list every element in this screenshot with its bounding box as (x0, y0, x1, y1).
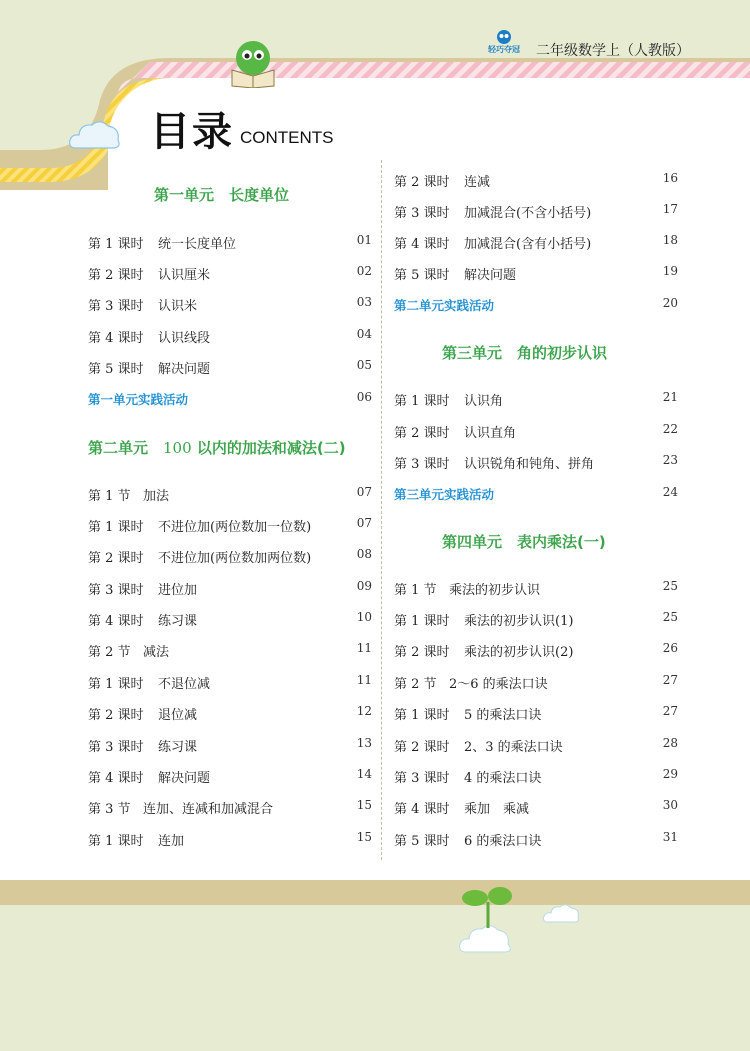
toc-entry[interactable] (88, 485, 372, 505)
entry-label: 第 3 课时 (88, 740, 144, 755)
entry-page: 18 (662, 233, 678, 247)
toc-entry[interactable] (394, 453, 678, 473)
entry-title: 5 的乘法口诀 (464, 708, 542, 723)
toc-entry[interactable] (394, 202, 678, 222)
entry-title: 解决问题 (464, 268, 517, 283)
unit-3-title: 第三单元 角的初步认识 (442, 344, 608, 362)
entry-title: 练习课 (158, 740, 198, 755)
activity-label: 第三单元实践活动 (394, 487, 495, 502)
entry-title: 解决问题 (158, 362, 211, 377)
toc-entry[interactable] (394, 390, 678, 410)
entry-title: 练习课 (158, 614, 198, 629)
toc-entry[interactable] (394, 736, 678, 756)
toc-activity-entry[interactable] (394, 485, 678, 505)
entry-page: 27 (662, 673, 678, 687)
entry-page: 15 (356, 830, 372, 844)
toc-entry[interactable] (88, 641, 372, 661)
entry-title: 加减混合(不含小括号) (464, 206, 592, 221)
entry-title: 6 的乘法口诀 (464, 834, 542, 849)
brand-logo (482, 30, 526, 60)
toc-entry[interactable] (394, 579, 678, 599)
entry-page: 10 (356, 610, 372, 624)
toc-entry[interactable] (394, 422, 678, 442)
entry-label: 第 2 课时 (394, 740, 450, 755)
entry-label: 第 1 课时 (394, 614, 450, 629)
unit-4-title: 第四单元 表内乘法(一) (442, 533, 606, 551)
activity-label: 第二单元实践活动 (394, 298, 495, 313)
toc-entry[interactable] (394, 830, 678, 850)
toc-entry[interactable] (88, 295, 372, 315)
toc-entry[interactable] (394, 767, 678, 787)
entry-label: 第 2 课时 (88, 268, 144, 283)
entry-title: 不进位加(两位数加两位数) (158, 551, 312, 566)
entry-title: 加法 (143, 489, 170, 504)
owl-icon (496, 30, 512, 44)
sprout-icon (462, 884, 514, 928)
toc-entry[interactable] (88, 327, 372, 347)
entry-title: 减法 (143, 645, 170, 660)
entry-page: 11 (356, 641, 372, 655)
entry-label: 第 2 节 (88, 645, 131, 660)
entry-page: 09 (356, 579, 372, 593)
toc-entry[interactable] (394, 171, 678, 191)
entry-label: 第 2 课时 (88, 551, 144, 566)
toc-entry[interactable] (394, 641, 678, 661)
entry-label: 第 2 课时 (88, 708, 144, 723)
entry-label: 第 4 课时 (88, 771, 144, 786)
unit-2-title-pre: 第二单元 (88, 439, 164, 457)
toc-entry[interactable] (394, 610, 678, 630)
entry-title: 乘法的初步认识(2) (464, 645, 574, 660)
toc-entry[interactable] (88, 830, 372, 850)
brand-name: 轻巧夺冠 (488, 45, 520, 54)
entry-page: 01 (356, 233, 372, 247)
entry-title: 退位减 (158, 708, 198, 723)
toc-entry[interactable] (88, 673, 372, 693)
entry-title: 连加、连减和加减混合 (143, 802, 274, 817)
entry-label: 第 3 课时 (88, 583, 144, 598)
entry-page: 16 (662, 171, 678, 185)
entry-title: 2～6 的乘法口诀 (449, 677, 548, 692)
entry-label: 第 1 节 (88, 489, 131, 504)
entry-title: 连加 (158, 834, 185, 849)
unit-2-title (88, 437, 346, 458)
entry-page: 08 (356, 547, 372, 561)
entry-page: 28 (662, 736, 678, 750)
cloud-icon (68, 116, 122, 152)
entry-label: 第 5 课时 (394, 268, 450, 283)
toc-entry[interactable] (88, 610, 372, 630)
entry-page: 05 (356, 358, 372, 372)
toc-entry[interactable] (88, 516, 372, 536)
toc-entry[interactable] (88, 264, 372, 284)
entry-page: 15 (356, 798, 372, 812)
entry-page: 11 (356, 673, 372, 687)
toc-activity-entry[interactable] (394, 296, 678, 316)
entry-label: 第 3 课时 (394, 206, 450, 221)
entry-title: 乘法的初步认识 (449, 583, 541, 598)
entry-label: 第 5 课时 (88, 362, 144, 377)
entry-label: 第 1 课时 (88, 834, 144, 849)
entry-label: 第 1 课时 (88, 677, 144, 692)
toc-entry[interactable] (394, 798, 678, 818)
entry-page: 23 (662, 453, 678, 467)
entry-page: 02 (356, 264, 372, 278)
entry-page: 29 (662, 767, 678, 781)
entry-page: 27 (662, 704, 678, 718)
toc-entry[interactable] (88, 358, 372, 378)
entry-title: 2、3 的乘法口诀 (464, 740, 563, 755)
entry-label: 第 3 课时 (394, 457, 450, 472)
toc-entry[interactable] (394, 264, 678, 284)
entry-title: 认识直角 (464, 426, 517, 441)
activity-label: 第一单元实践活动 (88, 392, 189, 407)
entry-title: 认识线段 (158, 331, 211, 346)
entry-page: 31 (662, 830, 678, 844)
entry-label: 第 5 课时 (394, 834, 450, 849)
page-title: 目录 (150, 109, 234, 155)
turtle-mascot-icon (228, 36, 278, 88)
entry-title: 认识米 (158, 299, 198, 314)
unit-2-title-num: 100 (163, 439, 192, 457)
entry-title: 不进位加(两位数加一位数) (158, 520, 312, 535)
toc-entry[interactable] (88, 736, 372, 756)
toc-entry[interactable] (394, 704, 678, 724)
entry-page: 17 (662, 202, 678, 216)
entry-title: 进位加 (158, 583, 198, 598)
entry-label: 第 3 节 (88, 802, 131, 817)
entry-page: 30 (662, 798, 678, 812)
entry-label: 第 2 课时 (394, 645, 450, 660)
entry-page: 20 (662, 296, 678, 310)
entry-title: 4 的乘法口诀 (464, 771, 542, 786)
entry-label: 第 1 课时 (88, 520, 144, 535)
entry-label: 第 1 课时 (394, 708, 450, 723)
toc-entry[interactable] (88, 233, 372, 253)
entry-page: 25 (662, 610, 678, 624)
entry-label: 第 3 课时 (394, 771, 450, 786)
entry-label: 第 4 课时 (88, 331, 144, 346)
entry-page: 21 (662, 390, 678, 404)
entry-label: 第 3 课时 (88, 299, 144, 314)
entry-page: 06 (356, 390, 372, 404)
toc-entry[interactable] (394, 233, 678, 253)
unit-2-title-post: 以内的加法和减法(二) (191, 439, 346, 457)
entry-page: 03 (356, 295, 372, 309)
cloud-icon (542, 902, 580, 924)
entry-label: 第 2 课时 (394, 426, 450, 441)
entry-label: 第 1 课时 (88, 237, 144, 252)
toc-entry[interactable] (88, 798, 372, 818)
entry-title: 连减 (464, 175, 491, 190)
entry-label: 第 4 课时 (88, 614, 144, 629)
entry-page: 07 (356, 485, 372, 499)
entry-title: 加减混合(含有小括号) (464, 237, 592, 252)
toc-activity-entry[interactable] (88, 390, 372, 410)
entry-page: 12 (356, 704, 372, 718)
entry-label: 第 2 节 (394, 677, 437, 692)
entry-label: 第 1 课时 (394, 394, 450, 409)
entry-title: 乘加 乘减 (464, 802, 530, 817)
column-divider (381, 160, 382, 860)
toc-entry[interactable] (88, 767, 372, 787)
entry-title: 不退位减 (158, 677, 211, 692)
entry-page: 14 (356, 767, 372, 781)
entry-page: 19 (662, 264, 678, 278)
entry-page: 26 (662, 641, 678, 655)
entry-page: 07 (356, 516, 372, 530)
entry-label: 第 4 课时 (394, 237, 450, 252)
toc-entry[interactable] (394, 673, 678, 693)
entry-page: 22 (662, 422, 678, 436)
entry-label: 第 1 节 (394, 583, 437, 598)
entry-label: 第 4 课时 (394, 802, 450, 817)
unit-1-title: 第一单元 长度单位 (154, 186, 290, 204)
book-title: 二年级数学上（人教版） (536, 43, 690, 59)
toc-entry[interactable] (88, 547, 372, 567)
entry-title: 统一长度单位 (158, 237, 237, 252)
entry-page: 04 (356, 327, 372, 341)
entry-page: 13 (356, 736, 372, 750)
entry-title: 认识角 (464, 394, 504, 409)
entry-title: 解决问题 (158, 771, 211, 786)
entry-title: 认识锐角和钝角、拼角 (464, 457, 595, 472)
page-subtitle: CONTENTS (240, 128, 334, 147)
entry-title: 认识厘米 (158, 268, 211, 283)
toc-entry[interactable] (88, 579, 372, 599)
entry-page: 24 (662, 485, 678, 499)
entry-page: 25 (662, 579, 678, 593)
entry-label: 第 2 课时 (394, 175, 450, 190)
toc-entry[interactable] (88, 704, 372, 724)
entry-title: 乘法的初步认识(1) (464, 614, 574, 629)
